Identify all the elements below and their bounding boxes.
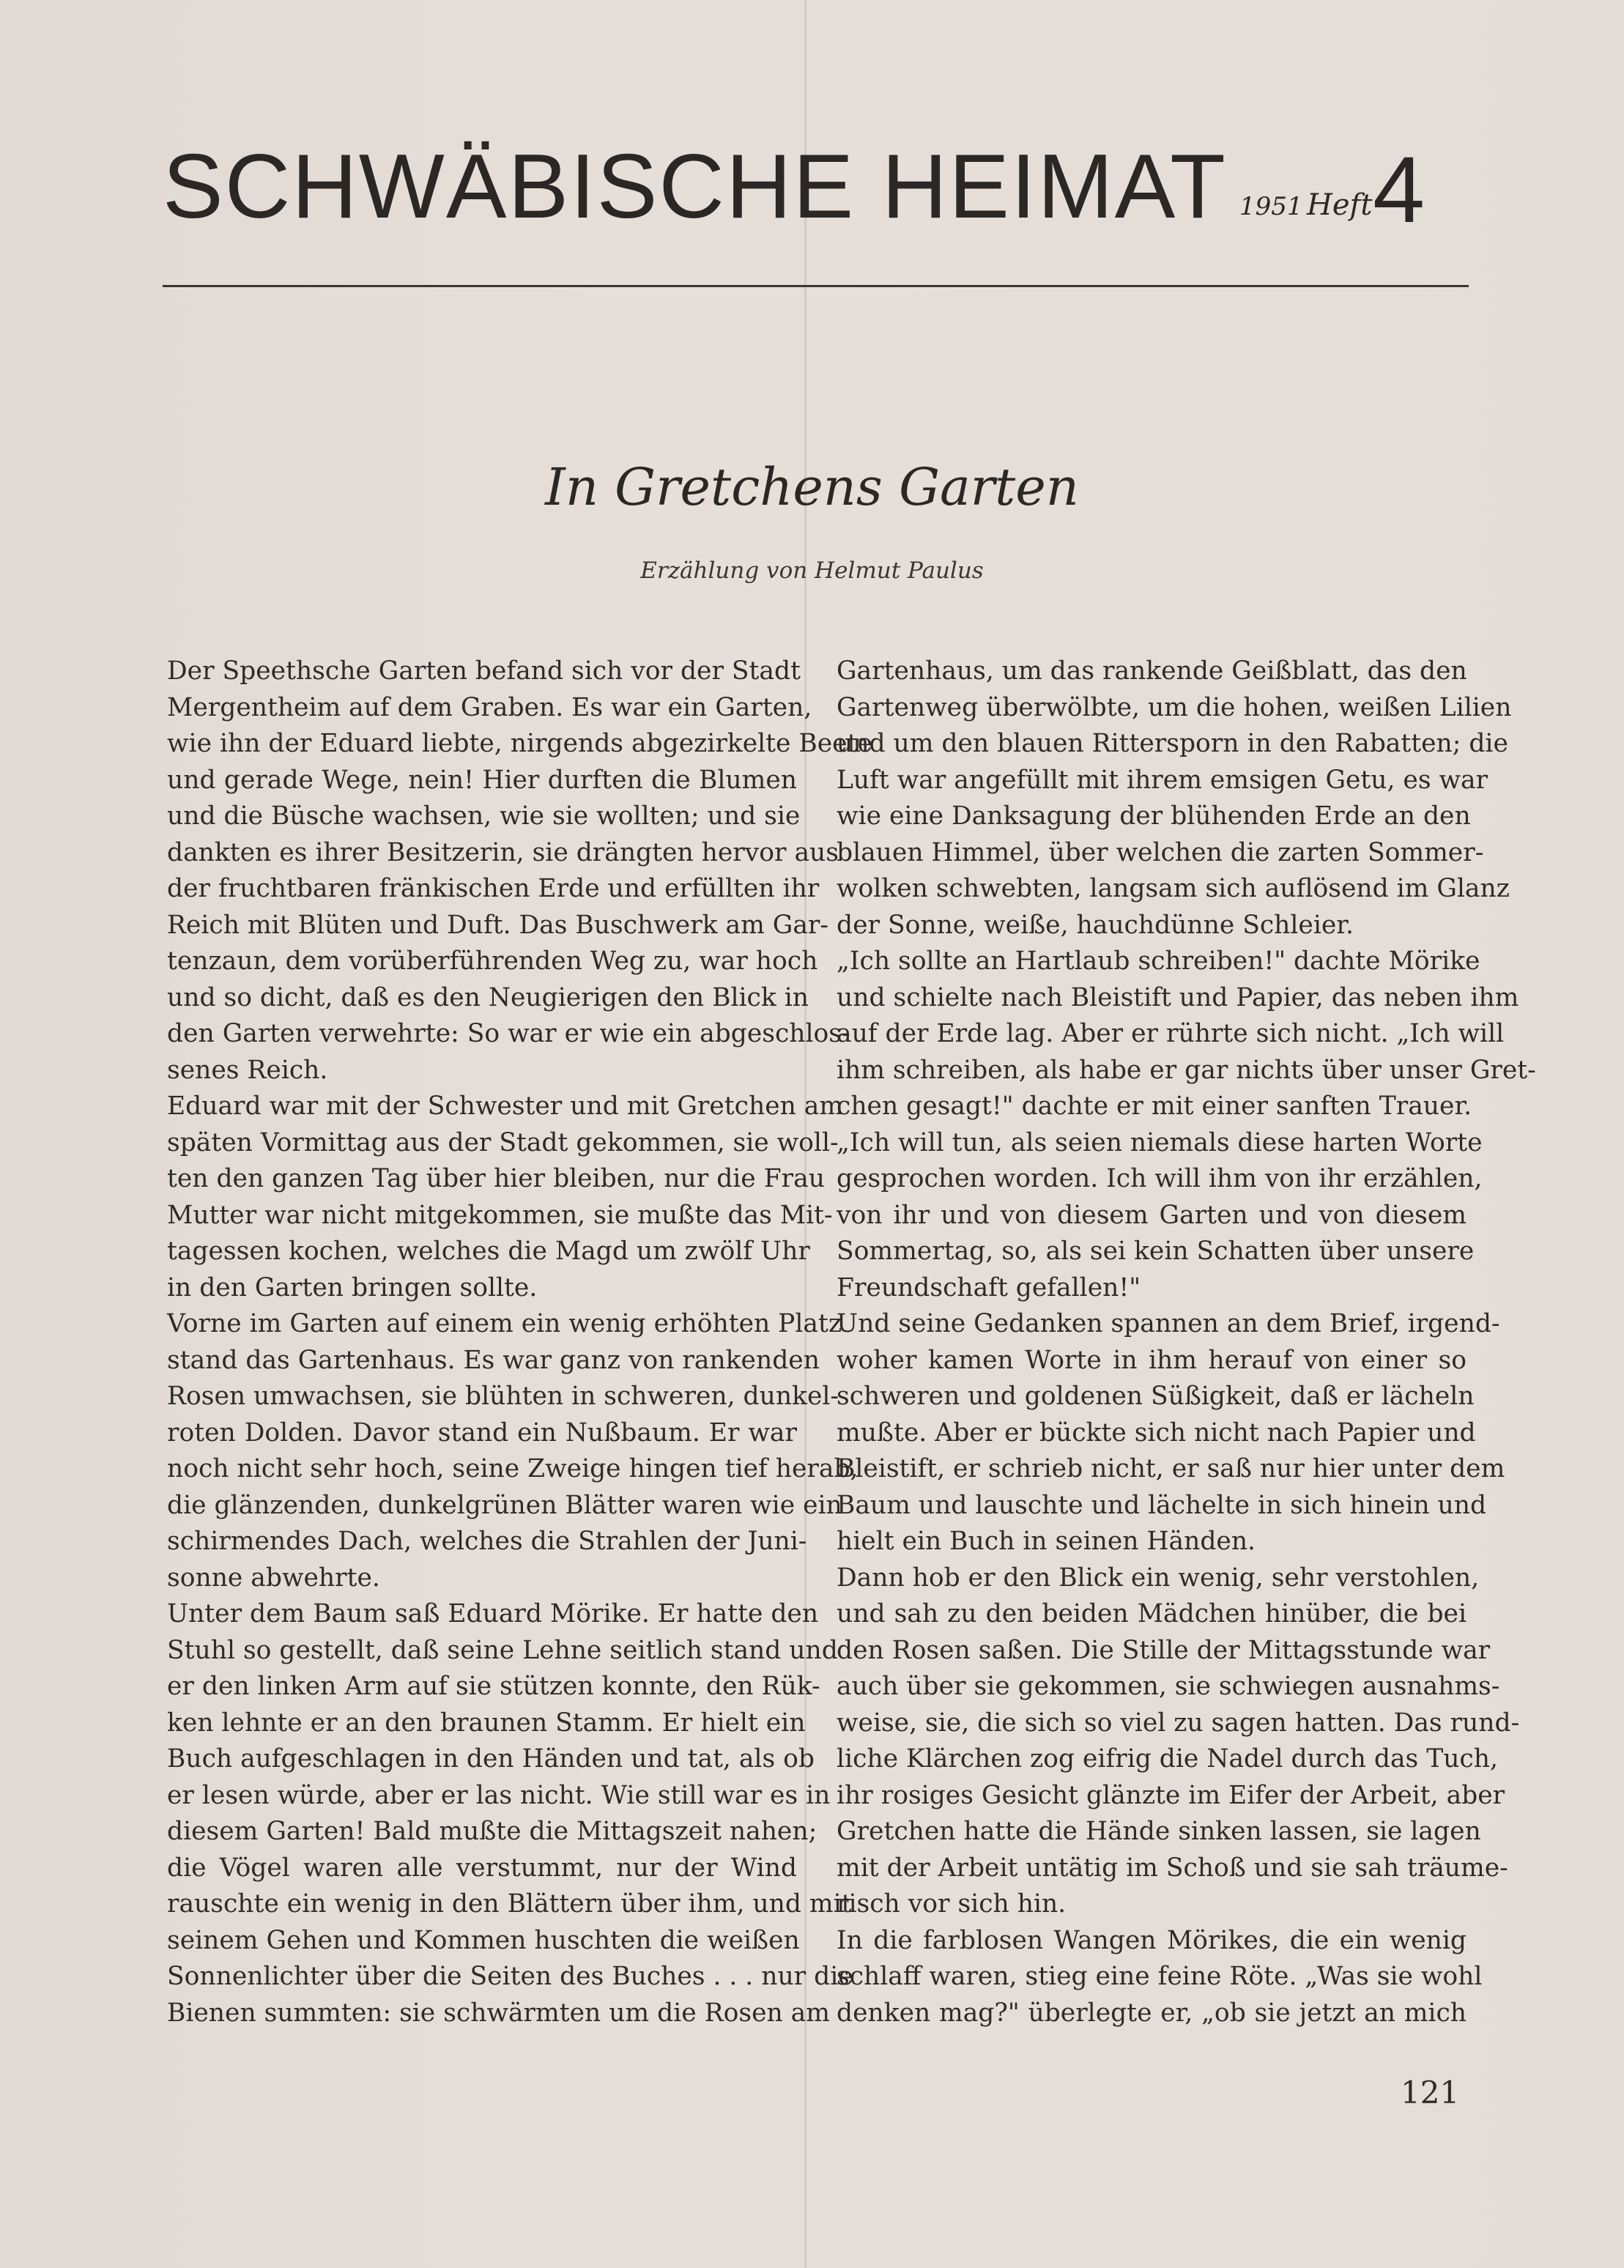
- text-line: späten Vormittag aus der Stadt gekommen, sie woll-: [167, 1127, 839, 1157]
- magazine-title: SCHWÄBISCHE HEIMAT: [163, 136, 1227, 237]
- masthead: [163, 132, 1474, 249]
- text-line: Baum und lauschte und lächelte in sich hinein und: [837, 1490, 1487, 1520]
- text-line: sonne abwehrte.: [167, 1563, 380, 1593]
- left-column: [167, 653, 872, 2031]
- text-line: Mutter war nicht mitgekommen, sie mußte das Mit-: [167, 1200, 833, 1230]
- text-line: diesem Garten! Bald mußte die Mittagszeit nahen;: [167, 1817, 817, 1846]
- text-line: „Ich sollte an Hartlaub schreiben!" dachte Mörike: [837, 946, 1480, 976]
- text-line: hielt ein Buch in seinen Händen.: [837, 1527, 1256, 1556]
- text-line: er lesen würde, aber er las nicht. Wie still war es in: [167, 1780, 831, 1810]
- text-line: woher kamen Worte in ihm herauf von einer so: [837, 1345, 1467, 1375]
- text-line: und so dicht, daß es den Neugierigen den Blick in: [167, 982, 809, 1012]
- text-line: den Rosen saßen. Die Stille der Mittagsstunde war: [837, 1635, 1491, 1665]
- text-line: In die farblosen Wangen Mörikes, die ein wenig: [837, 1925, 1467, 1955]
- text-line: in den Garten bringen sollte.: [167, 1272, 538, 1302]
- text-line: schirmendes Dach, welches die Strahlen der Juni-: [167, 1527, 807, 1556]
- text-line: Gartenhaus, um das rankende Geißblatt, das den: [837, 656, 1467, 686]
- right-column: [837, 653, 1536, 2031]
- article-subtitle: Erzählung von Helmut Paulus: [640, 557, 984, 584]
- text-line: noch nicht sehr hoch, seine Zweige hingen tief herab,: [167, 1454, 859, 1483]
- text-line: auch über sie gekommen, sie schwiegen ausnahms-: [837, 1672, 1500, 1701]
- text-line: schlaff waren, stieg eine feine Röte. „Was sie wohl: [837, 1962, 1483, 1991]
- text-line: mit der Arbeit untätig im Schoß und sie sah träume-: [837, 1853, 1508, 1883]
- text-line: liche Klärchen zog eifrig die Nadel durch das Tuch,: [837, 1744, 1498, 1774]
- text-line: Eduard war mit der Schwester und mit Gretchen am: [167, 1092, 844, 1121]
- text-line: tagessen kochen, welches die Magd um zwölf Uhr: [167, 1237, 810, 1266]
- text-line: die glänzenden, dunkelgrünen Blätter waren wie ein: [167, 1490, 842, 1520]
- text-line: wie ihn der Eduard liebte, nirgends abgezirkelte Beete: [167, 729, 872, 758]
- text-line: wie eine Danksagung der blühenden Erde an den: [837, 801, 1471, 831]
- text-line: Bleistift, er schrieb nicht, er saß nur hier unter dem: [837, 1454, 1505, 1483]
- text-line: ken lehnte er an den braunen Stamm. Er hielt ein: [167, 1708, 806, 1738]
- text-line: und um den blauen Rittersporn in den Rabatten; die: [837, 729, 1508, 758]
- text-line: Sonnenlichter über die Seiten des Buches . . . nur die: [167, 1962, 853, 1991]
- text-line: tenzaun, dem vorüberführenden Weg zu, war hoch: [167, 946, 818, 976]
- text-line: wolken schwebten, langsam sich auflösend im Glanz: [837, 874, 1510, 903]
- text-line: und die Büsche wachsen, wie sie wollten; und sie: [167, 801, 801, 831]
- text-line: mußte. Aber er bückte sich nicht nach Papier und: [837, 1418, 1476, 1448]
- text-line: Dann hob er den Blick ein wenig, sehr verstohlen,: [837, 1563, 1480, 1593]
- text-line: Sommertag, so, als sei kein Schatten über unsere: [837, 1237, 1475, 1266]
- text-line: er den linken Arm auf sie stützen konnte, den Rük-: [167, 1672, 820, 1701]
- page-number: 121: [1401, 2075, 1460, 2110]
- text-line: Vorne im Garten auf einem ein wenig erhöhten Platz: [167, 1309, 842, 1338]
- text-line: schweren und goldenen Süßigkeit, daß er lächeln: [837, 1382, 1475, 1411]
- text-line: ten den ganzen Tag über hier bleiben, nur die Frau: [167, 1164, 825, 1193]
- text-line: rauschte ein wenig in den Blättern über ihm, und mit: [167, 1889, 852, 1919]
- issue-number: 4: [1373, 138, 1425, 242]
- text-line: auf der Erde lag. Aber er rührte sich nicht. „Ich will: [837, 1019, 1505, 1048]
- text-line: senes Reich.: [167, 1055, 328, 1085]
- text-line: stand das Gartenhaus. Es war ganz von rankenden: [167, 1345, 820, 1375]
- text-line: von ihr und von diesem Garten und von diesem: [837, 1200, 1467, 1230]
- text-line: Stuhl so gestellt, daß seine Lehne seitlich stand und: [167, 1635, 838, 1665]
- text-line: denken mag?" überlegte er, „ob sie jetzt an mich: [837, 1998, 1467, 2028]
- text-line: den Garten verwehrte: So war er wie ein abgeschlos-: [167, 1019, 850, 1048]
- article-title: In Gretchens Garten: [545, 457, 1079, 517]
- text-line: und schielte nach Bleistift und Papier, das neben ihm: [837, 982, 1519, 1012]
- text-line: Bienen summten: sie schwärmten um die Rosen am: [167, 1998, 830, 2028]
- text-line: der fruchtbaren fränkischen Erde und erfüllten ihr: [167, 874, 820, 903]
- text-line: gesprochen worden. Ich will ihm von ihr erzählen,: [837, 1164, 1483, 1193]
- issue-label: Heft: [1307, 188, 1373, 222]
- text-line: Und seine Gedanken spannen an dem Brief, irgend-: [837, 1309, 1500, 1338]
- text-line: risch vor sich hin.: [837, 1889, 1067, 1919]
- text-line: blauen Himmel, über welchen die zarten Sommer-: [837, 837, 1484, 867]
- issue-year: 1951: [1239, 192, 1303, 221]
- text-line: Reich mit Blüten und Duft. Das Buschwerk am Gar-: [167, 910, 829, 940]
- text-line: der Sonne, weiße, hauchdünne Schleier.: [837, 910, 1354, 940]
- text-line: Gartenweg überwölbte, um die hohen, weißen Lilien: [837, 692, 1512, 722]
- text-line: chen gesagt!" dachte er mit einer sanften Trauer.: [837, 1092, 1472, 1121]
- masthead-rule: [163, 285, 1469, 287]
- text-line: Buch aufgeschlagen in den Händen und tat, als ob: [167, 1744, 815, 1774]
- text-line: die Vögel waren alle verstummt, nur der Wind: [167, 1853, 797, 1883]
- text-line: Luft war angefüllt mit ihrem emsigen Getu, es war: [837, 765, 1488, 795]
- text-line: roten Dolden. Davor stand ein Nußbaum. Er war: [167, 1418, 797, 1448]
- text-line: Mergentheim auf dem Graben. Es war ein Garten,: [167, 692, 812, 722]
- text-line: dankten es ihrer Besitzerin, sie drängten hervor aus: [167, 837, 839, 867]
- text-line: „Ich will tun, als seien niemals diese harten Worte: [837, 1127, 1483, 1157]
- text-line: und gerade Wege, nein! Hier durften die Blumen: [167, 765, 797, 795]
- text-line: Unter dem Baum saß Eduard Mörike. Er hatte den: [167, 1599, 819, 1628]
- text-line: seinem Gehen und Kommen huschten die weißen: [167, 1925, 800, 1955]
- text-line: ihm schreiben, als habe er gar nichts über unser Gret-: [837, 1055, 1536, 1085]
- text-line: Rosen umwachsen, sie blühten in schweren, dunkel-: [167, 1382, 839, 1411]
- text-line: und sah zu den beiden Mädchen hinüber, die bei: [837, 1599, 1467, 1628]
- text-line: Freundschaft gefallen!": [837, 1272, 1141, 1302]
- text-line: Der Speethsche Garten befand sich vor der Stadt: [167, 656, 801, 686]
- text-line: ihr rosiges Gesicht glänzte im Eifer der Arbeit, aber: [837, 1780, 1505, 1810]
- text-line: Gretchen hatte die Hände sinken lassen, sie lagen: [837, 1817, 1481, 1846]
- text-line: weise, sie, die sich so viel zu sagen hatten. Das rund-: [837, 1708, 1520, 1738]
